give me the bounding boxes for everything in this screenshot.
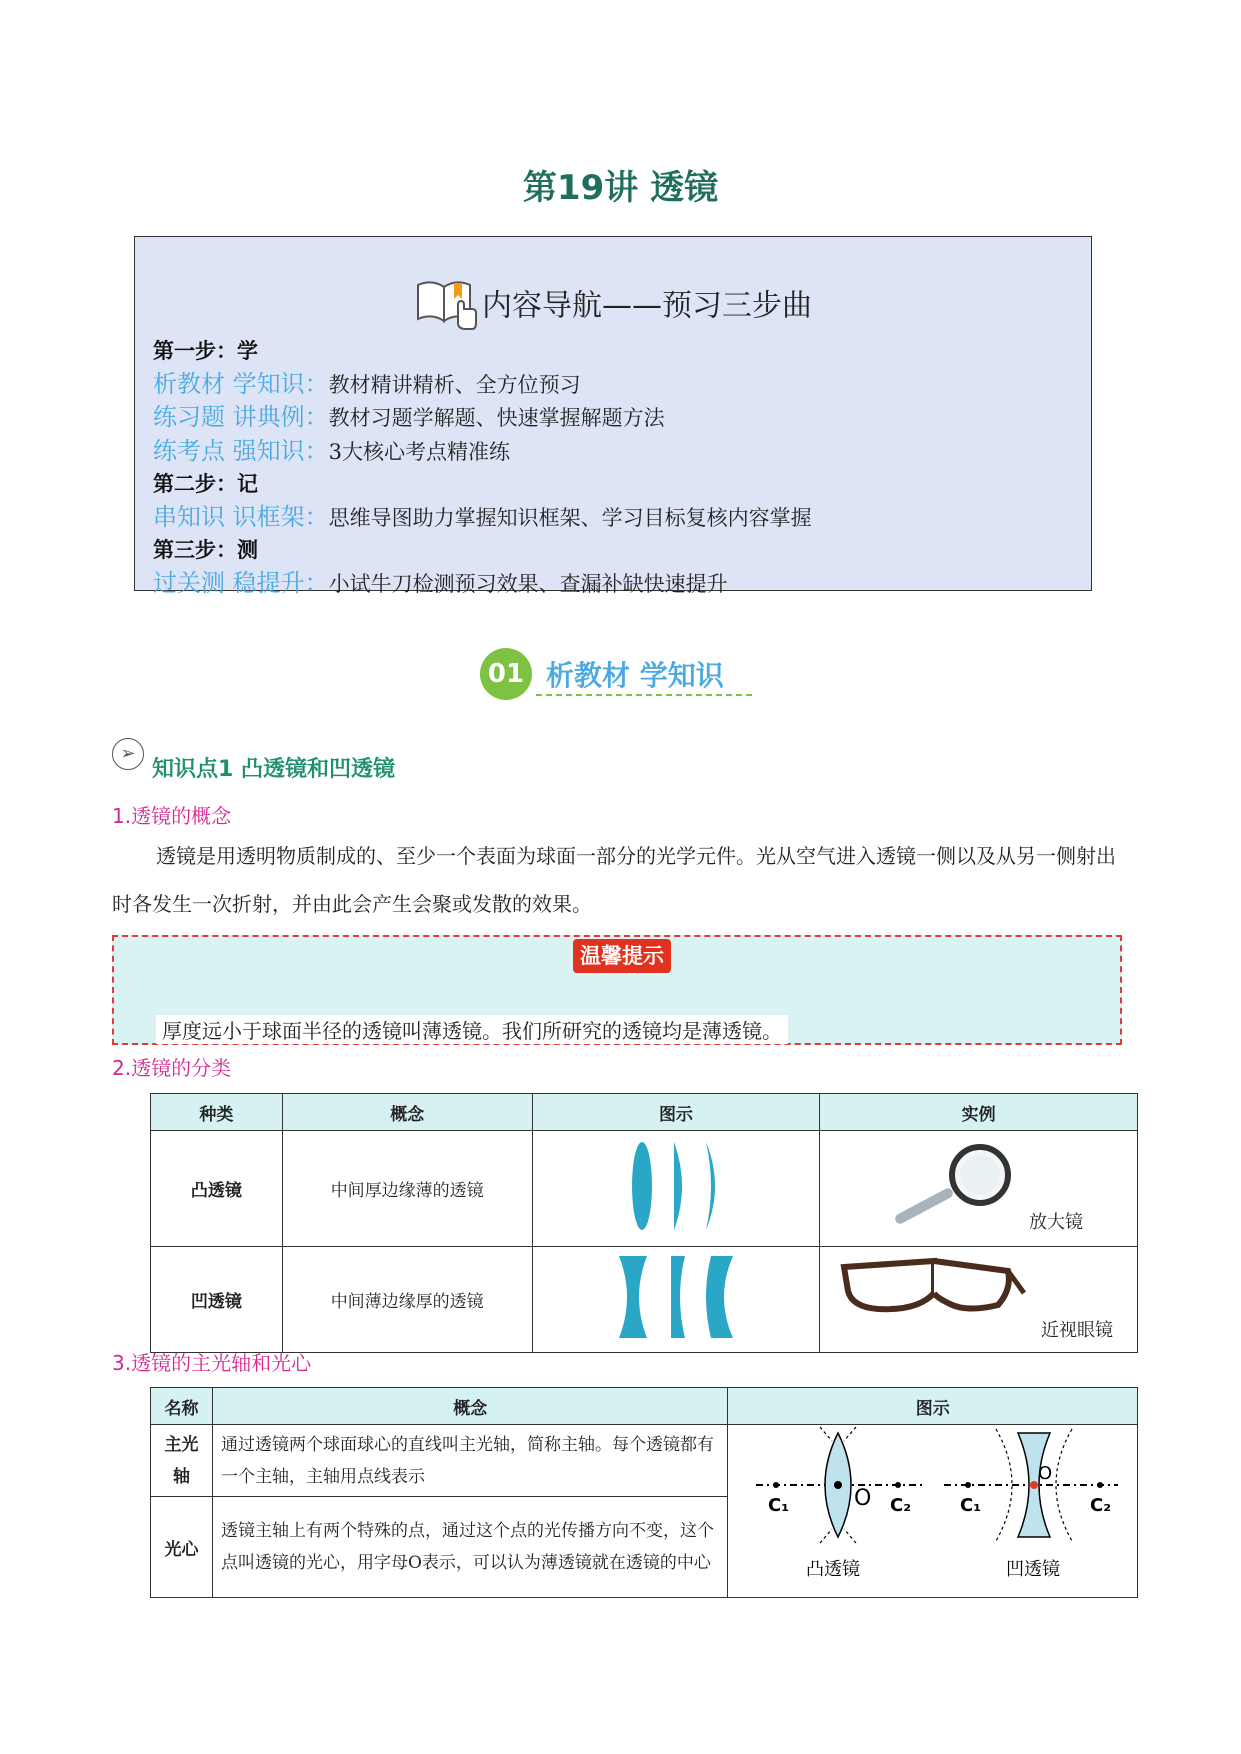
table-header-row <box>151 1388 1138 1425</box>
o-label: O <box>1038 1463 1053 1484</box>
column-header: 种类 <box>151 1094 283 1131</box>
nav-heading-text: 内容导航——预习三步曲 <box>482 288 812 324</box>
column-header: 概念 <box>282 1094 532 1131</box>
c1-label: C₁ <box>768 1495 790 1516</box>
c2-label: C₂ <box>1090 1495 1112 1516</box>
axis-center-table <box>150 1387 1138 1598</box>
magnifier-example-cell <box>820 1131 1138 1247</box>
section-label: 析教材 学知识 <box>546 659 724 692</box>
nav-list <box>153 335 1073 600</box>
knowledge-point-title: 知识点1 凸透镜和凹透镜 <box>152 757 395 782</box>
table-row <box>151 1131 1138 1247</box>
step-2: 第二步：记 <box>153 472 258 496</box>
nav-row: 析教材 学知识：教材精讲精析、全方位预习 <box>153 369 581 398</box>
nav-row: 练考点 强知识：3大核心考点精准练 <box>153 436 511 465</box>
c1-label: C₁ <box>960 1495 982 1516</box>
lens-concept-cell: 中间厚边缘薄的透镜 <box>282 1131 532 1247</box>
content-navigation-box <box>134 236 1092 597</box>
section-underline <box>536 694 752 696</box>
table-row <box>151 1425 1138 1497</box>
concave-lens-diagram <box>532 1247 820 1353</box>
nav-row: 串知识 识框架：思维导图助力掌握知识框架、学习目标复核内容掌握 <box>153 502 812 531</box>
tip-badge: 温馨提示 <box>573 939 671 973</box>
o-label: O <box>854 1486 872 1511</box>
convex-caption: 凸透镜 <box>806 1559 861 1580</box>
convex-lens-diagram <box>532 1131 820 1247</box>
lens-concept-cell: 中间薄边缘厚的透镜 <box>282 1247 532 1353</box>
axis-center-diagram <box>728 1425 1138 1598</box>
nav-row: 练习题 讲典例：教材习题学解题、快速掌握解题方法 <box>153 403 665 431</box>
step-1: 第一步：学 <box>153 339 258 363</box>
column-header: 实例 <box>820 1094 1138 1131</box>
arrow-circle-icon: ➢ <box>112 738 144 770</box>
term-concept-cell: 透镜主轴上有两个特殊的点，通过这个点的光传播方向不变，这个点叫透镜的光心，用字母O表示，可以认为薄透镜就在透镜的中心 <box>212 1497 727 1598</box>
column-header: 图示 <box>532 1094 820 1131</box>
term-cell: 主光轴 <box>151 1425 213 1497</box>
page-title: 第19讲 透镜 <box>522 168 719 208</box>
nav-row: 过关测 稳提升：小试牛刀检测预习效果、查漏补缺快速提升 <box>153 568 728 597</box>
subheading-lens-classification: 2.透镜的分类 <box>112 1056 232 1080</box>
table-header-row <box>151 1094 1138 1131</box>
lens-kind-cell: 凹透镜 <box>151 1247 283 1353</box>
column-header: 概念 <box>212 1388 727 1425</box>
tip-box <box>112 935 1122 1045</box>
lens-concept-paragraph: 透镜是用透明物质制成的、至少一个表面为球面一部分的光学元件。光从空气进入透镜一侧以及从另一侧射出时各发生一次折射，并由此会产生会聚或发散的效果。 <box>112 844 1116 916</box>
glasses-icon <box>838 1253 1028 1333</box>
magnifier-icon <box>882 1139 1022 1229</box>
book-hand-icon <box>414 275 478 339</box>
column-header: 名称 <box>151 1388 213 1425</box>
tip-text: 厚度远小于球面半径的透镜叫薄透镜。我们所研究的透镜均是薄透镜。 <box>156 1015 788 1044</box>
subheading-lens-concept: 1.透镜的概念 <box>112 804 232 828</box>
section-number: 01 <box>480 648 532 700</box>
subheading-axis-and-center: 3.透镜的主光轴和光心 <box>112 1351 312 1375</box>
nav-heading <box>135 275 1091 339</box>
lens-classification-table <box>150 1093 1138 1353</box>
lens-kind-cell: 凸透镜 <box>151 1131 283 1247</box>
term-cell: 光心 <box>151 1497 213 1598</box>
example-caption: 近视眼镜 <box>1041 1320 1113 1341</box>
example-caption: 放大镜 <box>1029 1212 1083 1233</box>
section-badge <box>480 648 760 700</box>
glasses-example-cell <box>820 1247 1138 1353</box>
table-row <box>151 1247 1138 1353</box>
term-concept-cell: 通过透镜两个球面球心的直线叫主光轴，简称主轴。每个透镜都有一个主轴，主轴用点线表示 <box>212 1425 727 1497</box>
c2-label: C₂ <box>890 1495 912 1516</box>
step-3: 第三步：测 <box>153 538 258 562</box>
concave-caption: 凹透镜 <box>1006 1559 1061 1580</box>
column-header: 图示 <box>728 1388 1138 1425</box>
